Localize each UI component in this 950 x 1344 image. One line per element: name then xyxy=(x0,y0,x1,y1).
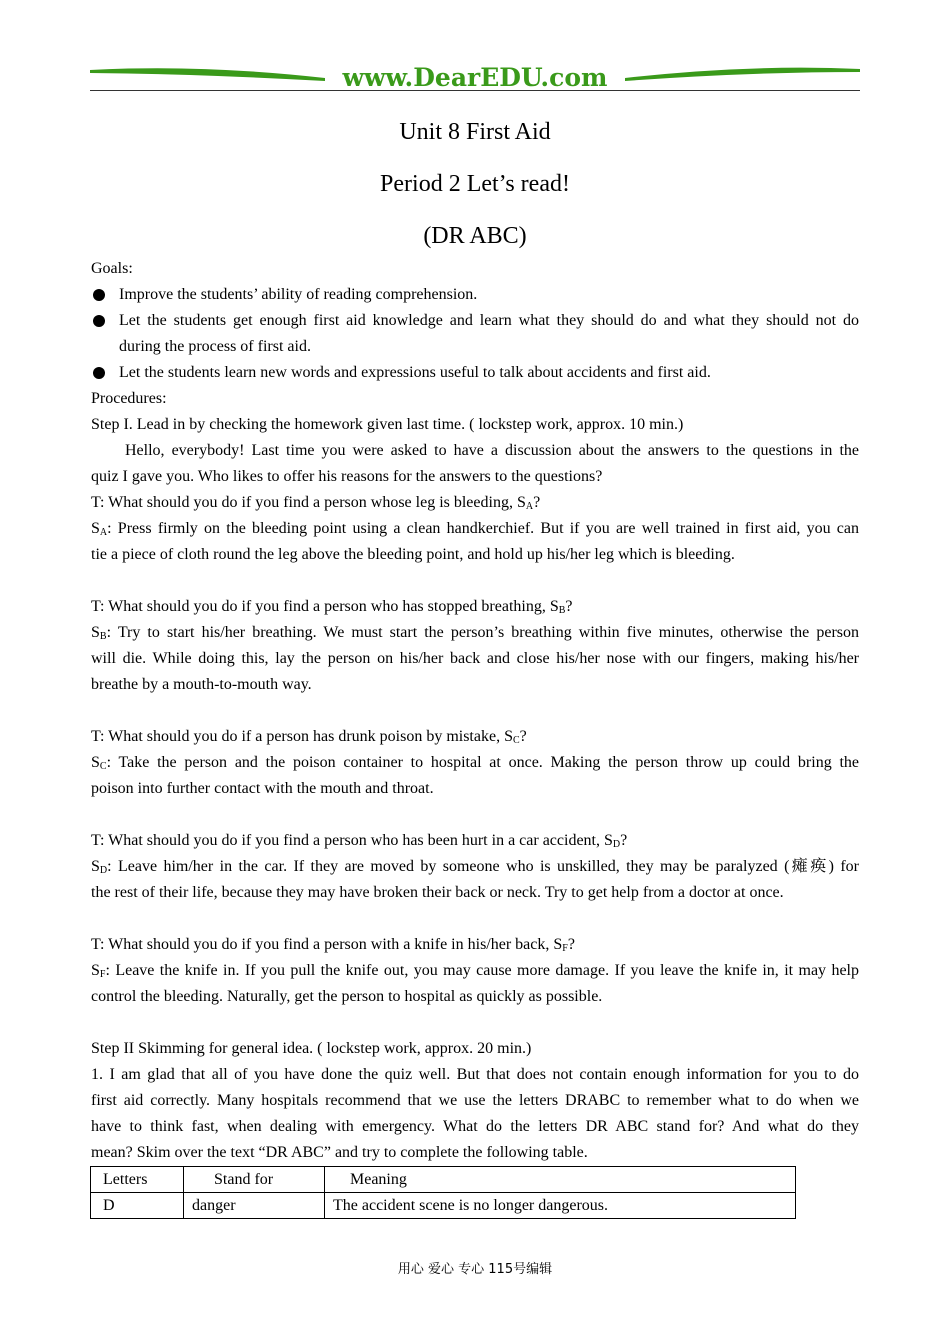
student-answer: $S_C$: Take the person and the poison container to hospital at once. Making the person throw up could bring the xyxy=(91,754,859,772)
document-body xyxy=(91,256,859,1166)
step1-intro: quiz I gave you. Who likes to offer his reasons for the answers to the questions? xyxy=(91,468,603,485)
student-answer: will die. While doing this, lay the person on his/her back and close his/her nose with our fingers, making his/her xyxy=(91,650,859,667)
period-title: Period 2 Let’s read! xyxy=(380,171,570,197)
student-answer: $S_B$: Try to start his/her breathing. We must start the person’s breathing within five minutes, otherwise the person xyxy=(91,624,859,642)
student-answer: the rest of their life, because they may have broken their back or neck. Try to get help from a doctor at once. xyxy=(91,884,784,901)
procedures-label: Procedures: xyxy=(91,390,167,407)
goal-item: Improve the students’ ability of reading comprehension. xyxy=(91,282,859,308)
teacher-question: T: What should you do if you find a person whose leg is bleeding, $S_A$? xyxy=(91,494,541,512)
teacher-question: T: What should you do if you find a person with a knife in his/her back, $S_F$? xyxy=(91,936,575,954)
teacher-question: T: What should you do if a person has drunk poison by mistake, $S_C$? xyxy=(91,728,527,746)
teacher-question: T: What should you do if you find a person who has been hurt in a car accident, $S_D$? xyxy=(91,832,628,850)
goal-item-continued: during the process of first aid. xyxy=(119,338,311,355)
step2-paragraph: mean? Skim over the text “DR ABC” and try to complete the following table. xyxy=(91,1144,588,1161)
goal-item: Let the students learn new words and expressions useful to talk about accidents and first aid. xyxy=(91,360,859,386)
table-header-row xyxy=(91,1167,796,1193)
title-block xyxy=(90,106,860,262)
step2-paragraph: 1. I am glad that all of you have done the quiz well. But that does not contain enough information for you to do xyxy=(91,1066,859,1083)
goals-label: Goals: xyxy=(91,260,133,277)
student-answer: poison into further contact with the mouth and throat. xyxy=(91,780,434,797)
site-logo: www.DearEDU.com xyxy=(342,63,608,92)
lesson-subtitle: (DR ABC) xyxy=(423,223,527,249)
goal-item: Let the students get enough first aid knowledge and learn what they should do and what they should not do xyxy=(91,308,859,334)
student-answer: breathe by a mouth-to-mouth way. xyxy=(91,676,312,693)
teacher-question: T: What should you do if you find a person who has stopped breathing, $S_B$? xyxy=(91,598,573,616)
bullet-icon xyxy=(93,289,105,301)
step2-paragraph: have to think fast, when dealing with emergency. What do the letters DR ABC stand for? And what do they xyxy=(91,1118,859,1135)
unit-title: Unit 8 First Aid xyxy=(399,119,551,145)
page-footer: 用心 爱心 专心 115号编辑 xyxy=(397,1262,553,1277)
table-cell: The accident scene is no longer dangerous. xyxy=(325,1193,796,1219)
drabc-table xyxy=(90,1166,796,1219)
table-cell: D xyxy=(91,1193,184,1219)
table-row xyxy=(91,1193,796,1219)
step1-heading: Step I. Lead in by checking the homework given last time. ( lockstep work, approx. 10 min.) xyxy=(91,416,684,433)
student-answer: $S_A$: Press firmly on the bleeding point using a clean handkerchief. But if you are well trained in first aid, you can xyxy=(91,520,859,538)
student-answer: $S_D$: Leave him/her in the car. If they are moved by someone who is unskilled, they may be paralyzed (瘫痪) for xyxy=(91,858,859,876)
step1-intro: Hello, everybody! Last time you were asked to have a discussion about the answers to the questions in the xyxy=(125,442,859,459)
student-answer: tie a piece of cloth round the leg above the bleeding point, and hold up his/her leg which is bleeding. xyxy=(91,546,735,563)
site-header xyxy=(90,62,860,94)
student-answer: $S_F$: Leave the knife in. If you pull the knife out, you may cause more damage. If you leave the knife in, it may help xyxy=(91,962,859,980)
bullet-icon xyxy=(93,315,105,327)
table-header-cell: Stand for xyxy=(184,1167,325,1193)
table-cell: danger xyxy=(184,1193,325,1219)
table-header-cell: Meaning xyxy=(325,1167,796,1193)
student-answer: control the bleeding. Naturally, get the person to hospital as quickly as possible. xyxy=(91,988,603,1005)
bullet-icon xyxy=(93,367,105,379)
header-divider xyxy=(90,90,860,91)
step2-heading: Step II Skimming for general idea. ( lockstep work, approx. 20 min.) xyxy=(91,1040,532,1057)
table-header-cell: Letters xyxy=(91,1167,184,1193)
step2-paragraph: first aid correctly. Many hospitals recommend that we use the letters DRABC to remember what to do when we xyxy=(91,1092,859,1109)
